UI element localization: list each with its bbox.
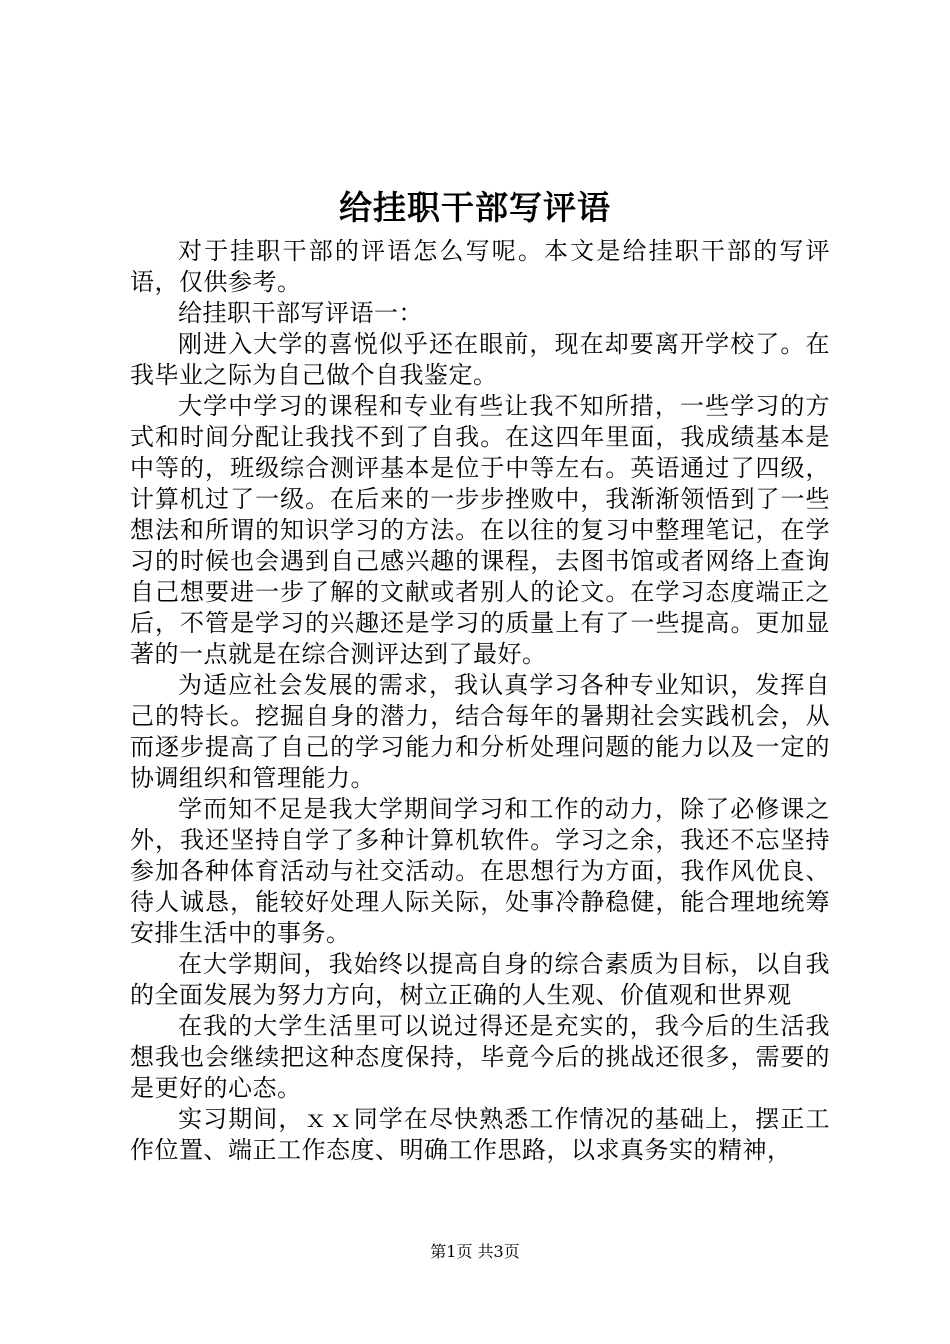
page-number-footer: 第1页 共3页 — [430, 1242, 520, 1261]
paragraph: 在我的大学生活里可以说过得还是充实的，我今后的生活我想我也会继续把这种态度保持，毕竟今后的挑战还很多，需要的是更好的心态。 — [130, 1012, 830, 1102]
paragraph: 学而知不足是我大学期间学习和工作的动力，除了必修课之外，我还坚持自学了多种计算机软件。学习之余，我还不忘坚持参加各种体育活动与社交活动。在思想行为方面，我作风优良、待人诚恳，能较好处理人际关际，处事冷静稳健，能合理地统筹安排生活中的事务。 — [130, 795, 830, 947]
document-body — [130, 236, 830, 1166]
paragraph: 大学中学习的课程和专业有些让我不知所措，一些学习的方式和时间分配让我找不到了自我。在这四年里面，我成绩基本是中等的，班级综合测评基本是位于中等左右。英语通过了四级，计算机过了一级。在后来的一步步挫败中，我渐渐领悟到了一些想法和所谓的知识学习的方法。在以往的复习中整理笔记，在学习的时候也会遇到自己感兴趣的课程，去图书馆或者网络上查询自己想要进一步了解的文献或者别人的论文。在学习态度端正之后，不管是学习的兴趣还是学习的质量上有了一些提高。更加显著的一点就是在综合测评达到了最好。 — [130, 392, 830, 668]
paragraph: 在大学期间，我始终以提高自身的综合素质为目标，以自我的全面发展为努力方向，树立正确的人生观、价值观和世界观 — [130, 950, 830, 1009]
paragraph: 实习期间，ｘｘ同学在尽快熟悉工作情况的基础上，摆正工作位置、端正工作态度、明确工作思路，以求真务实的精神， — [130, 1105, 830, 1164]
paragraph: 为适应社会发展的需求，我认真学习各种专业知识，发挥自己的特长。挖掘自身的潜力，结合每年的暑期社会实践机会，从而逐步提高了自己的学习能力和分析处理问题的能力以及一定的协调组织和管理能力。 — [130, 671, 830, 792]
document-title: 给挂职干部写评语 — [339, 188, 611, 227]
paragraph-section-heading: 给挂职干部写评语一： — [178, 299, 423, 327]
paragraph: 刚进入大学的喜悦似乎还在眼前，现在却要离开学校了。在我毕业之际为自己做个自我鉴定。 — [130, 330, 830, 389]
paragraph-intro: 对于挂职干部的评语怎么写呢。本文是给挂职干部的写评语，仅供参考。 — [130, 237, 830, 296]
